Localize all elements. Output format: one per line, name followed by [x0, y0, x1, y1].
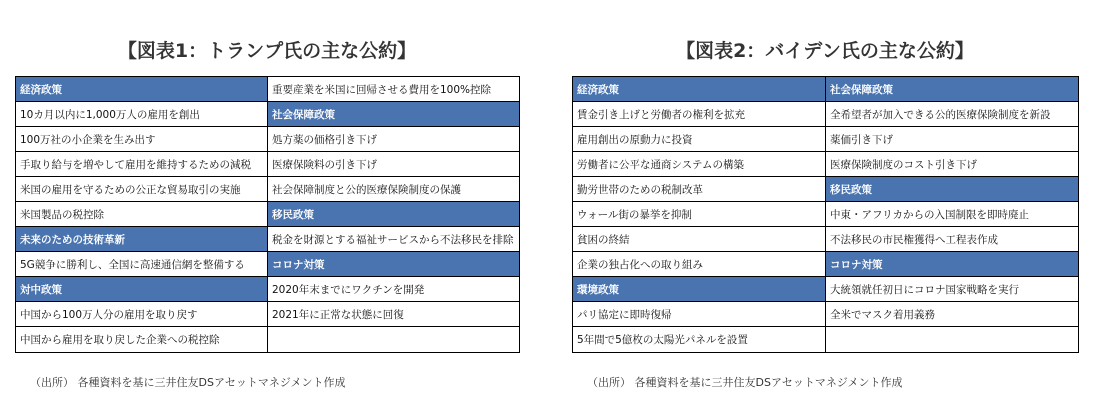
pledge-item: ウォール街の暴挙を抑制	[573, 202, 825, 227]
right-source-note: （出所） 各種資料を基に三井住友DSアセットマネジメント作成	[587, 376, 903, 389]
pledge-item: 中国から100万人分の雇用を取り戻す	[16, 302, 267, 327]
section-header: 経済政策	[573, 77, 825, 102]
trump-pledges-table	[15, 76, 520, 353]
pledge-item: 米国製品の税控除	[16, 202, 267, 227]
pledge-item: 全希望者が加入できる公的医療保険制度を新設	[826, 102, 1078, 127]
section-header: コロナ対策	[268, 252, 519, 277]
trump-table-right-column	[267, 77, 519, 352]
pledge-item: 処方薬の価格引き下げ	[268, 127, 519, 152]
pledge-item: 雇用創出の原動力に投資	[573, 127, 825, 152]
left-figure-title: 【図表1：トランプ氏の主な公約】	[117, 40, 417, 62]
biden-table-left-column	[573, 77, 825, 352]
pledge-item: 税金を財源とする福祉サービスから不法移民を排除	[268, 227, 519, 252]
pledge-item: 2020年末までにワクチンを開発	[268, 277, 519, 302]
pledge-item: 貧困の終結	[573, 227, 825, 252]
section-header: 移民政策	[268, 202, 519, 227]
section-header: 対中政策	[16, 277, 267, 302]
pledge-item: パリ協定に即時復帰	[573, 302, 825, 327]
section-header: 社会保障政策	[826, 77, 1078, 102]
pledge-item: 重要産業を米国に回帰させる費用を100%控除	[268, 77, 519, 102]
pledge-item: 米国の雇用を守るための公正な貿易取引の実施	[16, 177, 267, 202]
pledge-item: 10カ月以内に1,000万人の雇用を創出	[16, 102, 267, 127]
section-header: コロナ対策	[826, 252, 1078, 277]
pledge-item: 中東・アフリカからの入国制限を即時廃止	[826, 202, 1078, 227]
pledge-item: 勤労世帯のための税制改革	[573, 177, 825, 202]
pledge-item: 労働者に公平な通商システムの構築	[573, 152, 825, 177]
pledge-item: 100万社の小企業を生み出す	[16, 127, 267, 152]
pledge-item: 5年間で5億枚の太陽光パネルを設置	[577, 334, 748, 346]
pledge-item: 手取り給与を増やして雇用を維持するための減税	[16, 152, 267, 177]
biden-pledges-table	[572, 76, 1079, 353]
pledge-item: 不法移民の市民権獲得へ工程表作成	[826, 227, 1078, 252]
pledge-item: 薬価引き下げ	[826, 127, 1078, 152]
section-header: 移民政策	[826, 177, 1078, 202]
right-figure-title: 【図表2：バイデン氏の主な公約】	[676, 40, 974, 62]
section-header: 未来のための技術革新	[16, 227, 267, 252]
left-source-note: （出所） 各種資料を基に三井住友DSアセットマネジメント作成	[30, 376, 346, 389]
pledge-item: 社会保障制度と公的医療保険制度の保護	[268, 177, 519, 202]
trump-table-left-column	[16, 77, 267, 352]
pledge-item: 医療保険料の引き下げ	[268, 152, 519, 177]
pledge-item: 中国から雇用を取り戻した企業への税控除	[20, 334, 220, 346]
pledge-item: 全米でマスク着用義務	[826, 302, 1078, 327]
pledge-item: 5G競争に勝利し、全国に高速通信網を整備する	[16, 252, 267, 277]
section-header: 経済政策	[16, 77, 267, 102]
biden-table-right-column	[825, 77, 1078, 352]
pledge-item: 医療保険制度のコスト引き下げ	[826, 152, 1078, 177]
section-header: 環境政策	[573, 277, 825, 302]
pledge-item: 2021年に正常な状態に回復	[268, 302, 519, 327]
pledge-item: 賃金引き上げと労働者の権利を拡充	[573, 102, 825, 127]
pledge-item: 大統領就任初日にコロナ国家戦略を実行	[826, 277, 1078, 302]
pledge-item: 企業の独占化への取り組み	[573, 252, 825, 277]
section-header: 社会保障政策	[268, 102, 519, 127]
